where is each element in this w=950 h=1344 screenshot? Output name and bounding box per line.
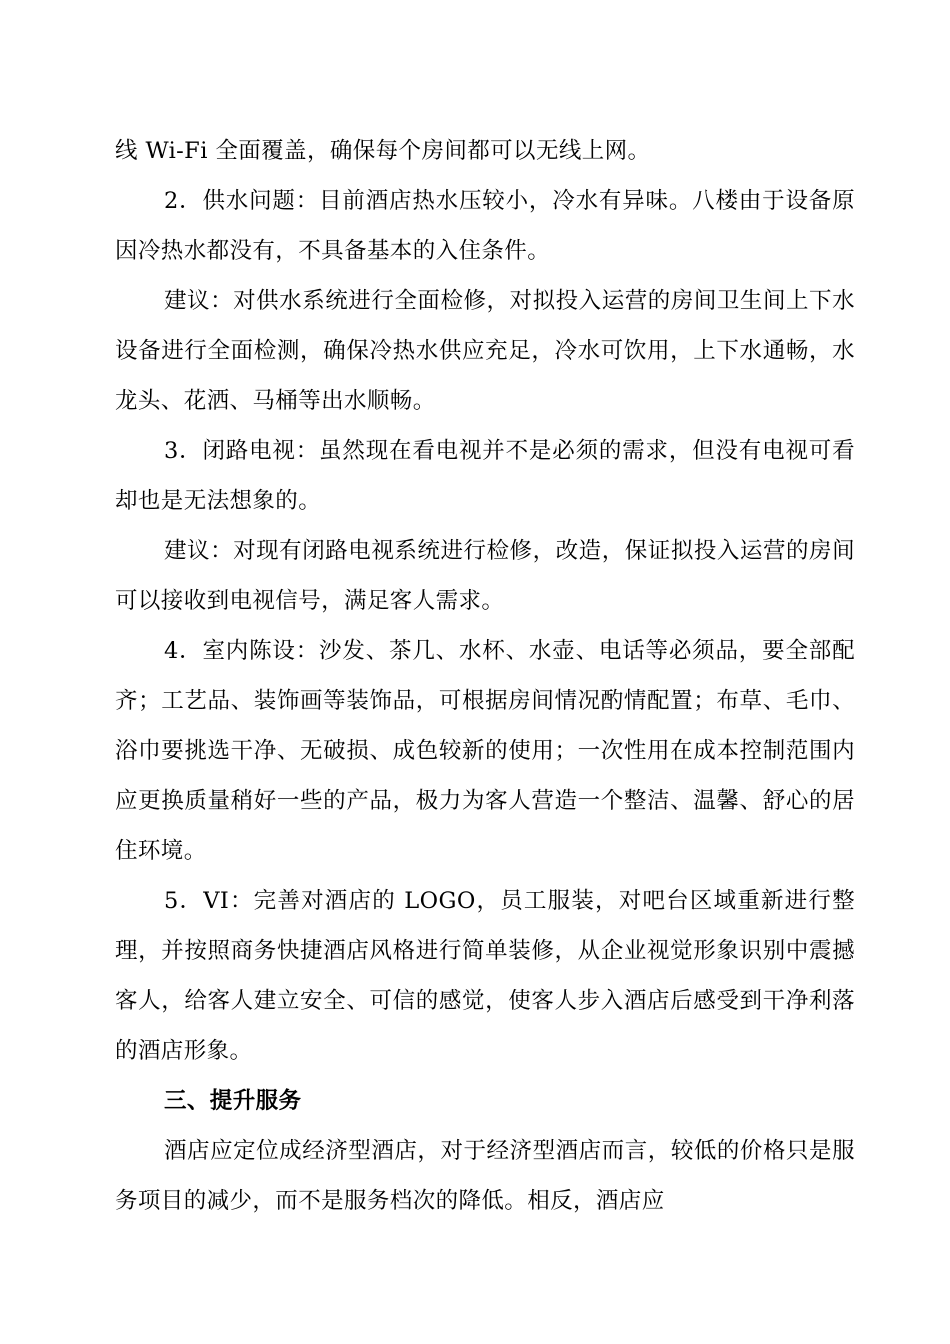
paragraph-water-supply: 2．供水问题：目前酒店热水压较小，冷水有异味。八楼由于设备原因冷热水都没有，不具备基本的入住条件。 [115,188,855,264]
paragraph-cctv: 3．闭路电视：虽然现在看电视并不是必须的需求，但没有电视可看却也是无法想象的。 [115,438,855,514]
paragraph-water-suggestion: 建议：对供水系统进行全面检修，对拟投入运营的房间卫生间上下水设备进行全面检测，确保冷热水供应充足，冷水可饮用，上下水通畅，水龙头、花洒、马桶等出水顺畅。 [115,288,855,414]
paragraph-vi: 5．VI：完善对酒店的 LOGO，员工服装，对吧台区域重新进行整理，并按照商务快捷酒店风格进行简单装修，从企业视觉形象识别中震撼客人，给客人建立安全、可信的感觉，使客人步入酒店后感受到干净利落的酒店形象。 [115,888,855,1064]
document-page [115,126,855,1226]
paragraph-economy-hotel: 酒店应定位成经济型酒店，对于经济型酒店而言，较低的价格只是服务项目的减少，而不是服务档次的降低。相反，酒店应 [115,1138,855,1214]
section-heading-improve-service: 三、提升服务 [164,1088,302,1114]
paragraph-wifi-continuation: 线 Wi-Fi 全面覆盖，确保每个房间都可以无线上网。 [115,138,651,164]
paragraph-cctv-suggestion: 建议：对现有闭路电视系统进行检修，改造，保证拟投入运营的房间可以接收到电视信号，满足客人需求。 [115,538,855,614]
paragraph-furnishings: 4．室内陈设：沙发、茶几、水杯、水壶、电话等必须品，要全部配齐；工艺品、装饰画等装饰品，可根据房间情况酌情配置；布草、毛巾、浴巾要挑选干净、无破损、成色较新的使用；一次性用在成本控制范围内应更换质量稍好一些的产品，极力为客人营造一个整洁、温馨、舒心的居住环境。 [115,638,855,864]
